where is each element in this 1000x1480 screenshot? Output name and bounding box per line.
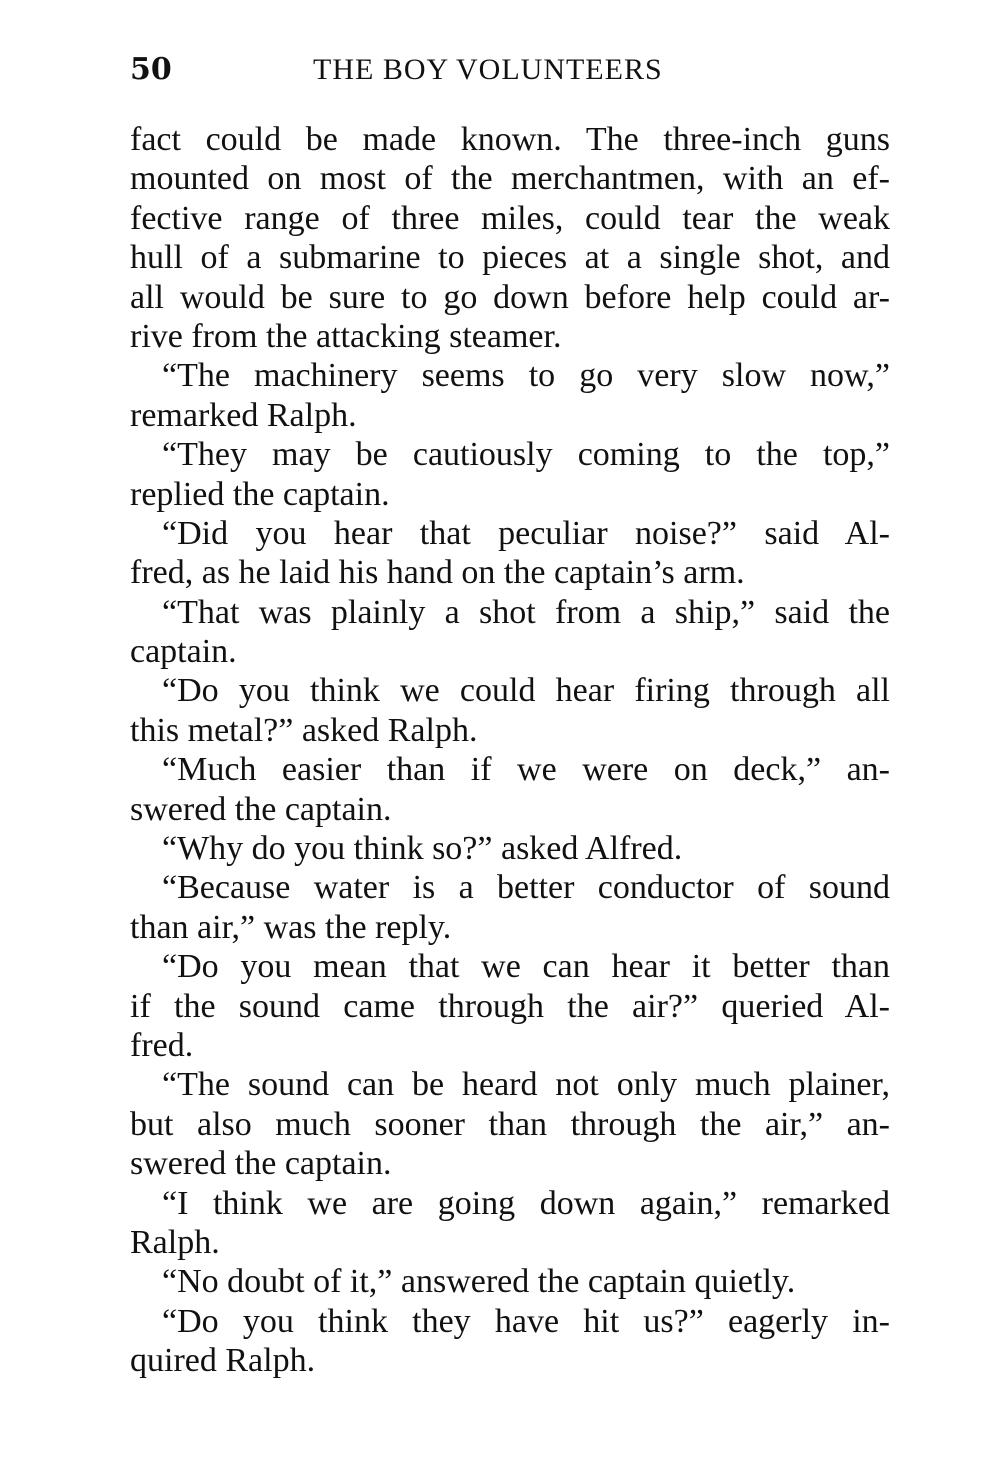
text-line: remarked Ralph. xyxy=(130,396,357,434)
text-line: “Did you hear that peculiar noise?” said Al- xyxy=(162,514,890,552)
text-line: “Do you think they have hit us?” eagerly in- xyxy=(162,1302,890,1340)
text-line: but also much sooner than through the air,” an- xyxy=(130,1105,890,1143)
text-line: “That was plainly a shot from a ship,” said the xyxy=(162,593,890,631)
text-line: swered the captain. xyxy=(130,1145,392,1183)
text-line: quired Ralph. xyxy=(130,1342,316,1380)
text-line: captain. xyxy=(130,633,237,671)
text-line: replied the captain. xyxy=(130,475,390,513)
text-line: “Much easier than if we were on deck,” an- xyxy=(162,751,890,789)
body-text xyxy=(130,120,890,1381)
text-line: than air,” was the reply. xyxy=(130,908,452,946)
text-line: “Why do you think so?” asked Alfred. xyxy=(162,830,683,868)
text-line: fact could be made known. The three-inch guns xyxy=(130,121,890,158)
text-line: “No doubt of it,” answered the captain quietly. xyxy=(162,1263,796,1301)
text-line: fred. xyxy=(130,1026,194,1064)
text-line: fred, as he laid his hand on the captain’s arm. xyxy=(130,554,745,592)
text-line: “The machinery seems to go very slow now,” xyxy=(162,357,890,395)
text-line: “Do you mean that we can hear it better than xyxy=(162,948,890,986)
text-line: mounted on most of the merchantmen, with an ef- xyxy=(130,160,890,198)
text-line: swered the captain. xyxy=(130,790,392,828)
page-header xyxy=(130,48,890,92)
page-number: 50 xyxy=(130,52,172,87)
text-line: “Because water is a better conductor of sound xyxy=(162,869,890,907)
text-line: fective range of three miles, could tear the weak xyxy=(130,199,890,237)
text-line: if the sound came through the air?” queried Al- xyxy=(130,987,890,1025)
text-line: “The sound can be heard not only much plainer, xyxy=(162,1066,890,1104)
text-line: hull of a submarine to pieces at a single shot, and xyxy=(130,239,890,277)
text-line: all would be sure to go down before help could ar- xyxy=(130,278,890,316)
text-line: “They may be cautiously coming to the top,” xyxy=(162,436,890,474)
text-line: “I think we are going down again,” remarked xyxy=(162,1184,890,1222)
text-line: this metal?” asked Ralph. xyxy=(130,711,478,749)
text-line: Ralph. xyxy=(130,1223,220,1261)
text-line: rive from the attacking steamer. xyxy=(130,317,562,355)
running-title: THE BOY VOLUNTEERS xyxy=(313,53,663,86)
text-line: “Do you think we could hear firing through all xyxy=(162,672,890,710)
